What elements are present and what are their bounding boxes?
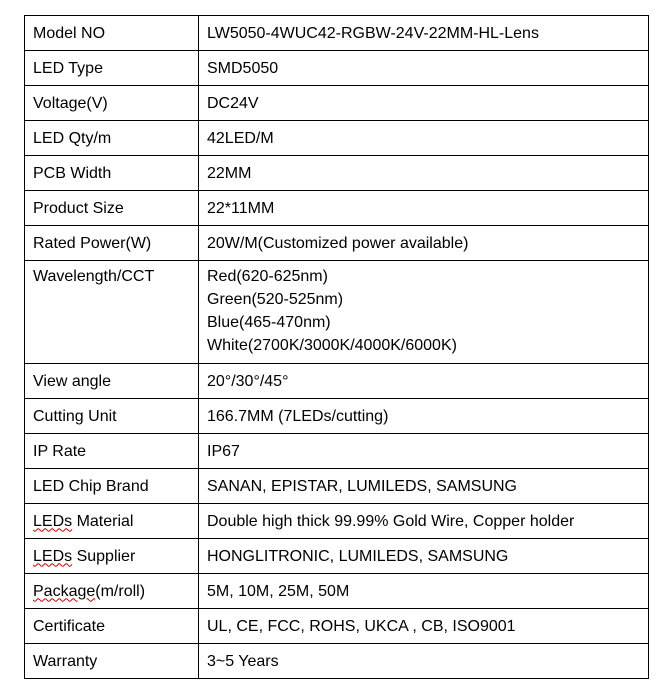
- spec-value: 42LED/M: [199, 121, 649, 156]
- spell-flag-word: Package: [33, 582, 96, 600]
- table-row: [25, 86, 649, 121]
- table-row: [25, 574, 649, 609]
- table-row: [25, 121, 649, 156]
- spec-key: Wavelength/CCT: [25, 261, 199, 364]
- wavelength-blue: Blue(465-470nm): [207, 314, 331, 331]
- spell-flag-word: LEDs: [33, 512, 73, 530]
- spec-key-rest: (m/roll): [95, 582, 146, 600]
- spec-value: SANAN, EPISTAR, LUMILEDS, SAMSUNG: [199, 469, 649, 504]
- table-row: [25, 469, 649, 504]
- spec-key: Voltage(V): [25, 86, 199, 121]
- spec-value: Double high thick 99.99% Gold Wire, Copper holder: [199, 504, 649, 539]
- spec-key: Model NO: [25, 16, 199, 51]
- table-row: [25, 16, 649, 51]
- spec-key: Product Size: [25, 191, 199, 226]
- table-row: [25, 261, 649, 364]
- table-row: [25, 51, 649, 86]
- spec-value: 5M, 10M, 25M, 50M: [199, 574, 649, 609]
- table-row: [25, 191, 649, 226]
- spec-value: UL, CE, FCC, ROHS, UKCA , CB, ISO9001: [199, 609, 649, 644]
- table-row: [25, 156, 649, 191]
- table-row: [25, 434, 649, 469]
- spec-key-rest: Material: [72, 512, 134, 530]
- spec-key: Certificate: [25, 609, 199, 644]
- table-row: [25, 226, 649, 261]
- spec-key: View angle: [25, 364, 199, 399]
- wavelength-red: Red(620-625nm): [207, 268, 328, 285]
- table-row: [25, 504, 649, 539]
- spec-value: LW5050-4WUC42-RGBW-24V-22MM-HL-Lens: [199, 16, 649, 51]
- spec-key: IP Rate: [25, 434, 199, 469]
- spec-key: LED Qty/m: [25, 121, 199, 156]
- spec-key: Warranty: [25, 644, 199, 679]
- table-row: [25, 644, 649, 679]
- spec-key: Cutting Unit: [25, 399, 199, 434]
- spec-key: Rated Power(W): [25, 226, 199, 261]
- spec-value: 20W/M(Customized power available): [199, 226, 649, 261]
- spec-value: 166.7MM (7LEDs/cutting): [199, 399, 649, 434]
- cct-white: White(2700K/3000K/4000K/6000K): [207, 337, 457, 354]
- table-row: [25, 609, 649, 644]
- spec-value: 22*11MM: [199, 191, 649, 226]
- spec-value: DC24V: [199, 86, 649, 121]
- spec-key: [25, 574, 199, 609]
- spec-key: LED Chip Brand: [25, 469, 199, 504]
- spec-table: [24, 15, 649, 679]
- spell-flag-word: LEDs: [33, 547, 73, 565]
- spec-value: 20°/30°/45°: [199, 364, 649, 399]
- spec-key: LED Type: [25, 51, 199, 86]
- table-row: [25, 539, 649, 574]
- wavelength-green: Green(520-525nm): [207, 291, 344, 308]
- spec-key: [25, 504, 199, 539]
- spec-value: SMD5050: [199, 51, 649, 86]
- spec-value: HONGLITRONIC, LUMILEDS, SAMSUNG: [199, 539, 649, 574]
- spec-value: [199, 261, 649, 364]
- spec-value: 3~5 Years: [199, 644, 649, 679]
- table-row: [25, 364, 649, 399]
- spec-value: 22MM: [199, 156, 649, 191]
- spec-key-rest: Supplier: [72, 547, 136, 565]
- table-row: [25, 399, 649, 434]
- spec-key: PCB Width: [25, 156, 199, 191]
- spec-value: IP67: [199, 434, 649, 469]
- spec-key: [25, 539, 199, 574]
